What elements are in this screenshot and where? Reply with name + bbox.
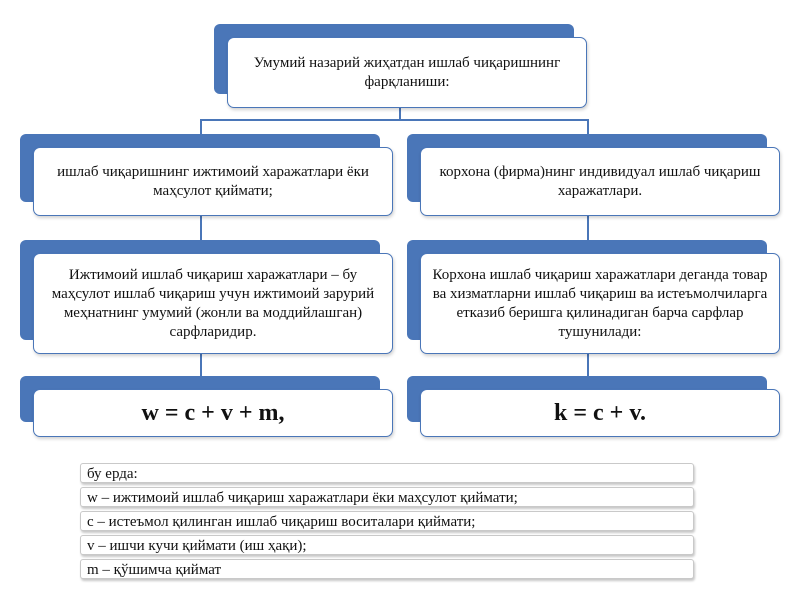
left-formula-text: w = c + v + m, bbox=[141, 399, 285, 426]
left-heading-text: ишлаб чиқаришнинг ижтимоий харажатлари ёки маҳсулот қиймати; bbox=[57, 163, 369, 199]
right-formula-card bbox=[420, 389, 780, 437]
legend-row: c – истеъмол қилинган ишлаб чиқариш воситалари қиймати; bbox=[80, 511, 694, 531]
right-heading-card bbox=[420, 147, 780, 216]
right-heading-text: корхона (фирма)нинг индивидуал ишлаб чиқариш харажатлари. bbox=[439, 163, 761, 199]
connector-left-low bbox=[200, 354, 202, 376]
left-heading-card bbox=[33, 147, 393, 216]
connector-horizontal bbox=[200, 119, 588, 121]
connector-right-low bbox=[587, 354, 589, 376]
connector-right-mid bbox=[587, 216, 589, 240]
connector-right-down bbox=[587, 119, 589, 134]
legend-row: бу ерда: bbox=[80, 463, 694, 483]
left-formula-card bbox=[33, 389, 393, 437]
right-definition-card bbox=[420, 253, 780, 354]
legend-row: w – ижтимоий ишлаб чиқариш харажатлари ёки маҳсулот қиймати; bbox=[80, 487, 694, 507]
legend-row: v – ишчи кучи қиймати (иш ҳақи); bbox=[80, 535, 694, 555]
left-definition-card bbox=[33, 253, 393, 354]
root-node-text: Умумий назарий жиҳатдан ишлаб чиқаришнинг фарқланиши: bbox=[253, 54, 561, 90]
left-definition-text: Ижтимоий ишлаб чиқариш харажатлари – бу маҳсулот ишлаб чиқариш учун ижтимоий зарурий меҳнатнинг умумий (жонли ва моддийлашган) сарфларидир. bbox=[51, 266, 375, 340]
connector-left-mid bbox=[200, 216, 202, 240]
legend bbox=[80, 463, 694, 583]
right-definition-text: Корхона ишлаб чиқариш харажатлари деганда товар ва хизматларни ишлаб чиқариш ва истеъмолчиларга етказиб беришга қилинадиган барча сарфлар тушунилади: bbox=[432, 266, 768, 340]
root-node-card bbox=[227, 37, 587, 108]
right-formula-text: k = c + v. bbox=[553, 399, 647, 426]
legend-row: m – қўшимча қиймат bbox=[80, 559, 694, 579]
connector-left-down bbox=[200, 119, 202, 134]
